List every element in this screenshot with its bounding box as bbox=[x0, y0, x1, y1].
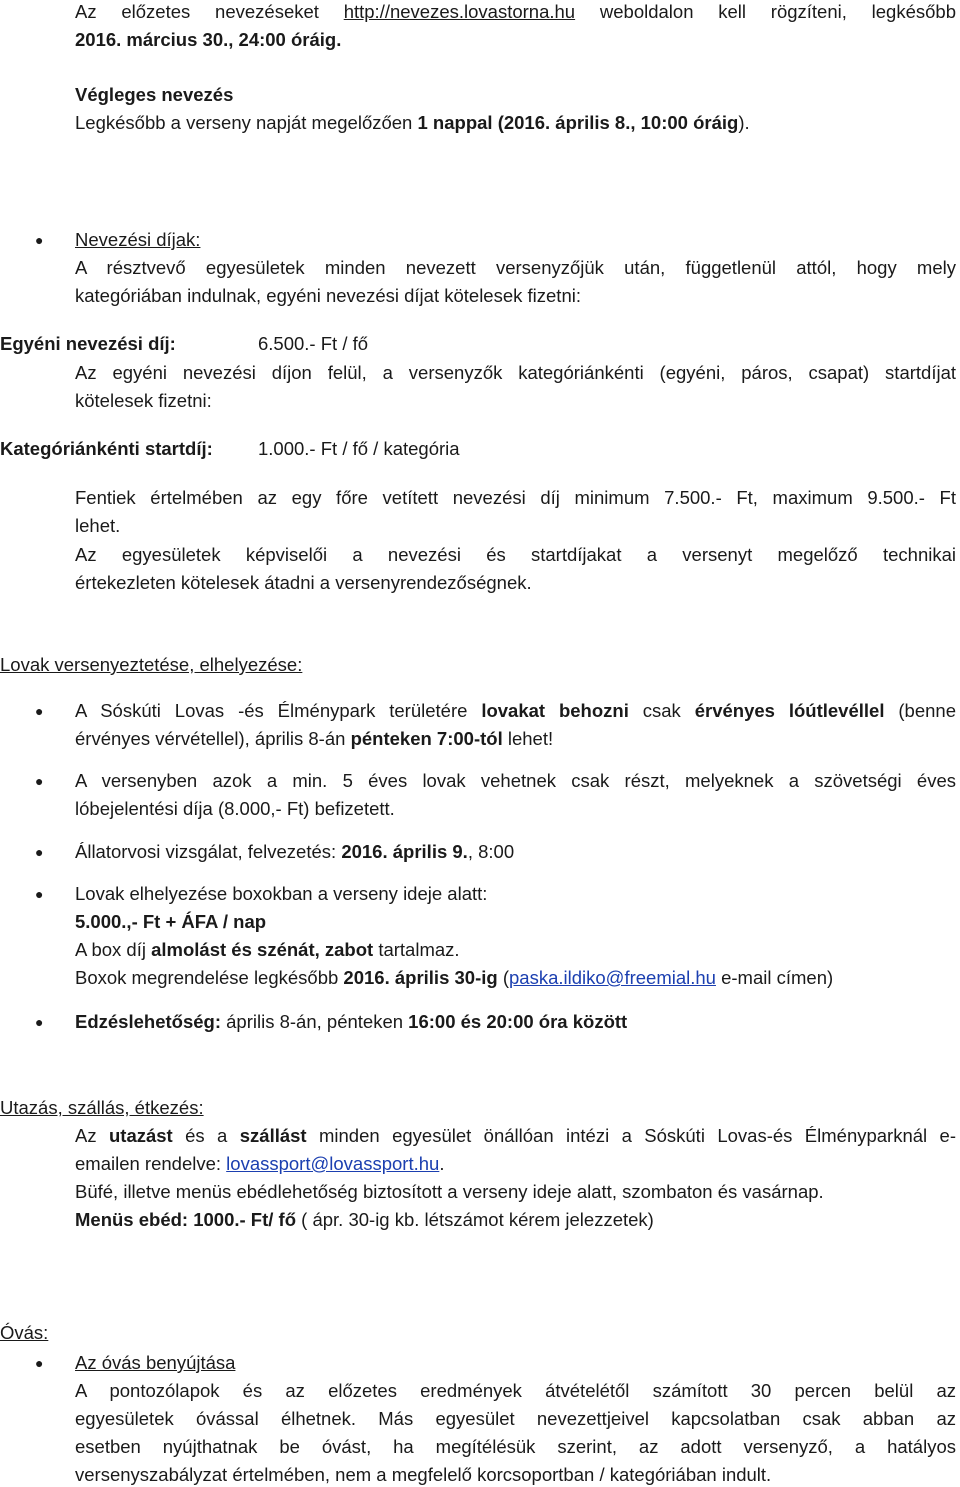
fee-label: Egyéni nevezési díj: bbox=[0, 333, 176, 354]
protest-subheading: Az óvás benyújtása bbox=[75, 1352, 236, 1373]
text: A box díj bbox=[75, 939, 152, 960]
final-entry-heading: Végleges nevezés bbox=[75, 84, 234, 105]
bullet-icon: ● bbox=[35, 773, 44, 789]
text: 2016. április 9. bbox=[341, 841, 468, 862]
horses-heading: Lovak versenyeztetése, elhelyezése: bbox=[0, 654, 303, 675]
text: szállást bbox=[239, 1125, 307, 1146]
text: 1 nappal (2016. április 8., 10:00 óráig bbox=[417, 112, 739, 133]
text: Az bbox=[75, 1125, 109, 1146]
lovassport-email-link[interactable]: lovassport@lovassport.hu bbox=[226, 1153, 440, 1174]
fees-heading: Nevezési díjak: bbox=[75, 229, 201, 250]
text: weboldalon kell rögzíteni, legkésőbb bbox=[575, 1, 957, 22]
text: és a bbox=[172, 1125, 240, 1146]
text: , 8:00 bbox=[467, 841, 515, 862]
text: ( bbox=[497, 967, 509, 988]
text: almolást és szénát, zabot bbox=[151, 939, 374, 960]
fees-paragraph: Az egyesületek képviselői a nevezési és startdíjakat a versenyt megelőző technikai bbox=[75, 544, 956, 565]
travel-heading: Utazás, szállás, étkezés: bbox=[0, 1097, 204, 1118]
horses-item bbox=[75, 727, 956, 751]
fees-paragraph: Az egyéni nevezési díjon felül, a versenyzők kategóriánkénti (egyéni, páros, csapat) startdíjat bbox=[75, 362, 956, 383]
individual-fee-row bbox=[0, 332, 956, 356]
bullet-icon: ● bbox=[35, 232, 44, 248]
text: pénteken 7:00-tól bbox=[350, 728, 503, 749]
text: Boxok megrendelése legkésőbb bbox=[75, 967, 344, 988]
text: Állatorvosi vizsgálat, felvezetés: bbox=[75, 841, 342, 862]
nevezes-link[interactable]: http://nevezes.lovastorna.hu bbox=[343, 1, 576, 22]
text: 2016. április 30-ig bbox=[343, 967, 498, 988]
bullet-icon: ● bbox=[35, 703, 44, 719]
text: minden egyesület önállóan intézi a Sóskúti Lovas-és Élményparknál e- bbox=[306, 1125, 956, 1146]
text: Menüs ebéd: 1000.- Ft/ fő bbox=[75, 1209, 297, 1230]
text: lovakat behozni bbox=[481, 700, 629, 721]
bullet-icon: ● bbox=[35, 886, 44, 902]
text: érvényes vérvétellel), április 8-án bbox=[75, 728, 351, 749]
text: április 8-án, pénteken bbox=[221, 1011, 409, 1032]
horses-item bbox=[75, 966, 956, 990]
travel-line: Büfé, illetve menüs ebédlehetőség biztosított a verseny ideje alatt, szombaton és vasárnap. bbox=[75, 1181, 824, 1202]
horses-item bbox=[75, 699, 956, 723]
fee-value: 6.500.- Ft / fő bbox=[258, 333, 369, 354]
final-entry-line bbox=[75, 111, 956, 135]
bullet-icon: ● bbox=[35, 1355, 44, 1371]
fees-paragraph: Fentiek értelmében az egy főre vetített nevezési díj minimum 7.500.- Ft, maximum 9.500.- Ft bbox=[75, 487, 956, 508]
horses-item bbox=[75, 938, 956, 962]
protest-heading: Óvás: bbox=[0, 1322, 49, 1343]
text: Legkésőbb a verseny napját megelőzően bbox=[75, 112, 418, 133]
text: e-mail címen) bbox=[715, 967, 834, 988]
text: A Sóskúti Lovas -és Élménypark területére bbox=[75, 700, 482, 721]
travel-line bbox=[75, 1152, 956, 1176]
fees-paragraph: értekezleten kötelesek átadni a versenyrendezőségnek. bbox=[75, 572, 532, 593]
protest-line: egyesületek óvással élhetnek. Más egyesület nevezettjeivel kapcsolatban csak abban az bbox=[75, 1408, 956, 1429]
horses-item: lóbejelentési díja (8.000,- Ft) befizetett. bbox=[75, 798, 395, 819]
horses-item: A versenyben azok a min. 5 éves lovak vehetnek csak részt, melyeknek a szövetségi éves bbox=[75, 770, 956, 791]
horses-item: Lovak elhelyezése boxokban a verseny ideje alatt: bbox=[75, 883, 488, 904]
bullet-icon: ● bbox=[35, 1014, 44, 1030]
text: lehet! bbox=[502, 728, 554, 749]
text: Edzéslehetőség: bbox=[75, 1011, 221, 1032]
text: tartalmaz. bbox=[373, 939, 460, 960]
travel-line bbox=[75, 1124, 956, 1148]
text: ). bbox=[738, 112, 750, 133]
protest-line: A pontozólapok és az előzetes eredmények átvételétől számított 30 percen belül az bbox=[75, 1380, 956, 1401]
text: Az előzetes nevezéseket bbox=[75, 1, 344, 22]
fees-paragraph: lehet. bbox=[75, 515, 121, 536]
horses-item bbox=[75, 840, 956, 864]
protest-line: esetben nyújthatnak be óvást, ha megítélésük szerint, az adott versenyző, a hatályos bbox=[75, 1436, 956, 1457]
deadline-line: 2016. március 30., 24:00 óráig. bbox=[75, 29, 342, 50]
text: 16:00 és 20:00 óra között bbox=[408, 1011, 628, 1032]
fees-paragraph: kategóriában indulnak, egyéni nevezési díjat kötelesek fizetni: bbox=[75, 285, 581, 306]
bullet-icon: ● bbox=[35, 844, 44, 860]
category-fee-row bbox=[0, 437, 956, 461]
text: . bbox=[439, 1153, 445, 1174]
intro-line bbox=[75, 0, 956, 24]
fee-value: 1.000.- Ft / fő / kategória bbox=[258, 438, 460, 459]
text: csak bbox=[628, 700, 695, 721]
text: emailen rendelve: bbox=[75, 1153, 227, 1174]
text: utazást bbox=[108, 1125, 173, 1146]
text: érvényes lóútlevéllel bbox=[694, 700, 885, 721]
horses-item bbox=[75, 1010, 956, 1034]
text: (benne bbox=[884, 700, 956, 721]
protest-line: versenyszabályzat értelmében, nem a megfelelő korcsoportban / kategóriában indult. bbox=[75, 1464, 772, 1485]
fees-paragraph: kötelesek fizetni: bbox=[75, 390, 212, 411]
fee-label: Kategóriánkénti startdíj: bbox=[0, 438, 213, 459]
travel-line bbox=[75, 1208, 956, 1232]
fees-paragraph: A résztvevő egyesületek minden nevezett versenyzőjük után, függetlenül attól, hogy mely bbox=[75, 257, 956, 278]
text: ( ápr. 30-ig kb. létszámot kérem jelezzetek) bbox=[296, 1209, 654, 1230]
box-price: 5.000.,- Ft + ÁFA / nap bbox=[75, 911, 267, 932]
paska-email-link[interactable]: paska.ildiko@freemial.hu bbox=[509, 967, 716, 988]
